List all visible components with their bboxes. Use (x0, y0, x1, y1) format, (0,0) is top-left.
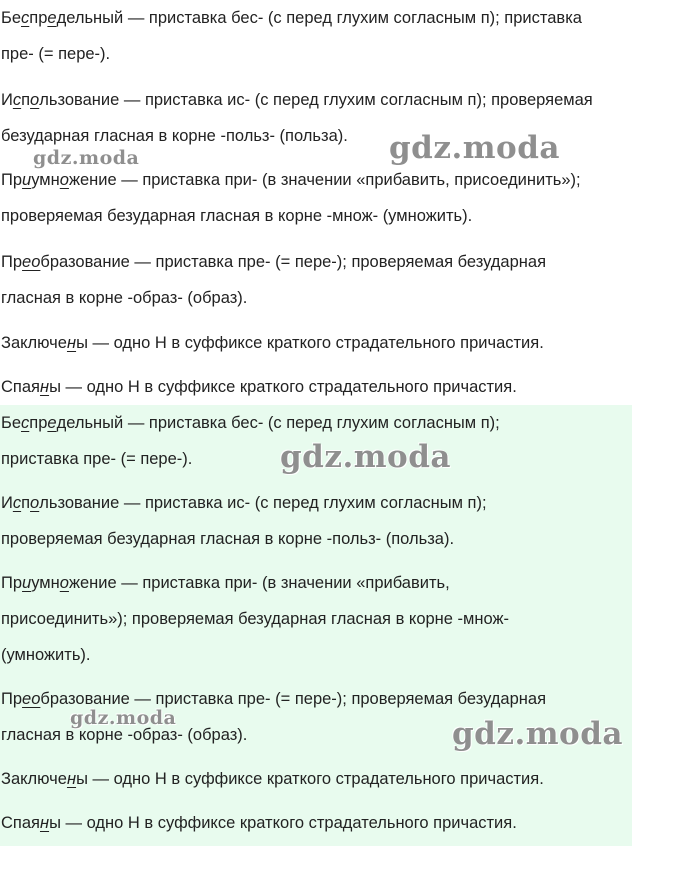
answer-block-plain (0, 0, 662, 405)
entry-6: Спаяны — одно Н в суффиксе краткого страдательного причастия. (1, 814, 517, 832)
entry-3-cont: присоединить»); проверяемая безударная гласная в корне -множ- (1, 610, 510, 628)
watermark: gdz.moda (389, 130, 560, 166)
entry-5: Заключены — одно Н в суффиксе краткого страдательного причастия. (1, 770, 544, 788)
entry-3: Приумножение — приставка при- (в значении «прибавить, (1, 574, 450, 592)
entry-5: Заключены — одно Н в суффиксе краткого страдательного причастия. (1, 334, 544, 352)
entry-4: Преобразование — приставка пре- (= пере-); проверяемая безударная (1, 253, 547, 271)
entry-1-cont: приставка пре- (= пере-). (1, 450, 193, 468)
watermark: gdz.moda (33, 147, 140, 169)
entry-1-cont: пре- (= пере-). (1, 45, 111, 63)
watermark: gdz.moda (280, 439, 451, 475)
entry-2-cont: безударная гласная в корне -польз- (польза). (1, 127, 348, 145)
entry-1: Беспредельный — приставка бес- (с перед глухим согласным п); (1, 414, 500, 432)
entry-1: Беспредельный — приставка бес- (с перед глухим согласным п); приставка (1, 9, 582, 27)
entry-4-cont: гласная в корне -образ- (образ). (1, 289, 248, 307)
entry-4-cont: гласная в корне -образ- (образ). (1, 726, 248, 744)
entry-2-cont: проверяемая безударная гласная в корне -польз- (польза). (1, 530, 455, 548)
entry-3-cont: проверяемая безударная гласная в корне -множ- (умножить). (1, 207, 473, 225)
entry-3: Приумножение — приставка при- (в значении «прибавить, присоединить»); (1, 171, 581, 189)
entry-6: Спаяны — одно Н в суффиксе краткого страдательного причастия. (1, 378, 517, 396)
watermark: gdz.moda (452, 716, 623, 752)
answer-block-highlighted (0, 405, 662, 841)
entry-2: Использование — приставка ис- (с перед глухим согласным п); (1, 494, 487, 512)
watermark: gdz.moda (70, 707, 177, 729)
entry-3-cont2: (умножить). (1, 646, 91, 664)
entry-2: Использование — приставка ис- (с перед глухим согласным п); проверяемая (1, 91, 593, 109)
entry-4: Преобразование — приставка пре- (= пере-); проверяемая безударная (1, 690, 547, 708)
